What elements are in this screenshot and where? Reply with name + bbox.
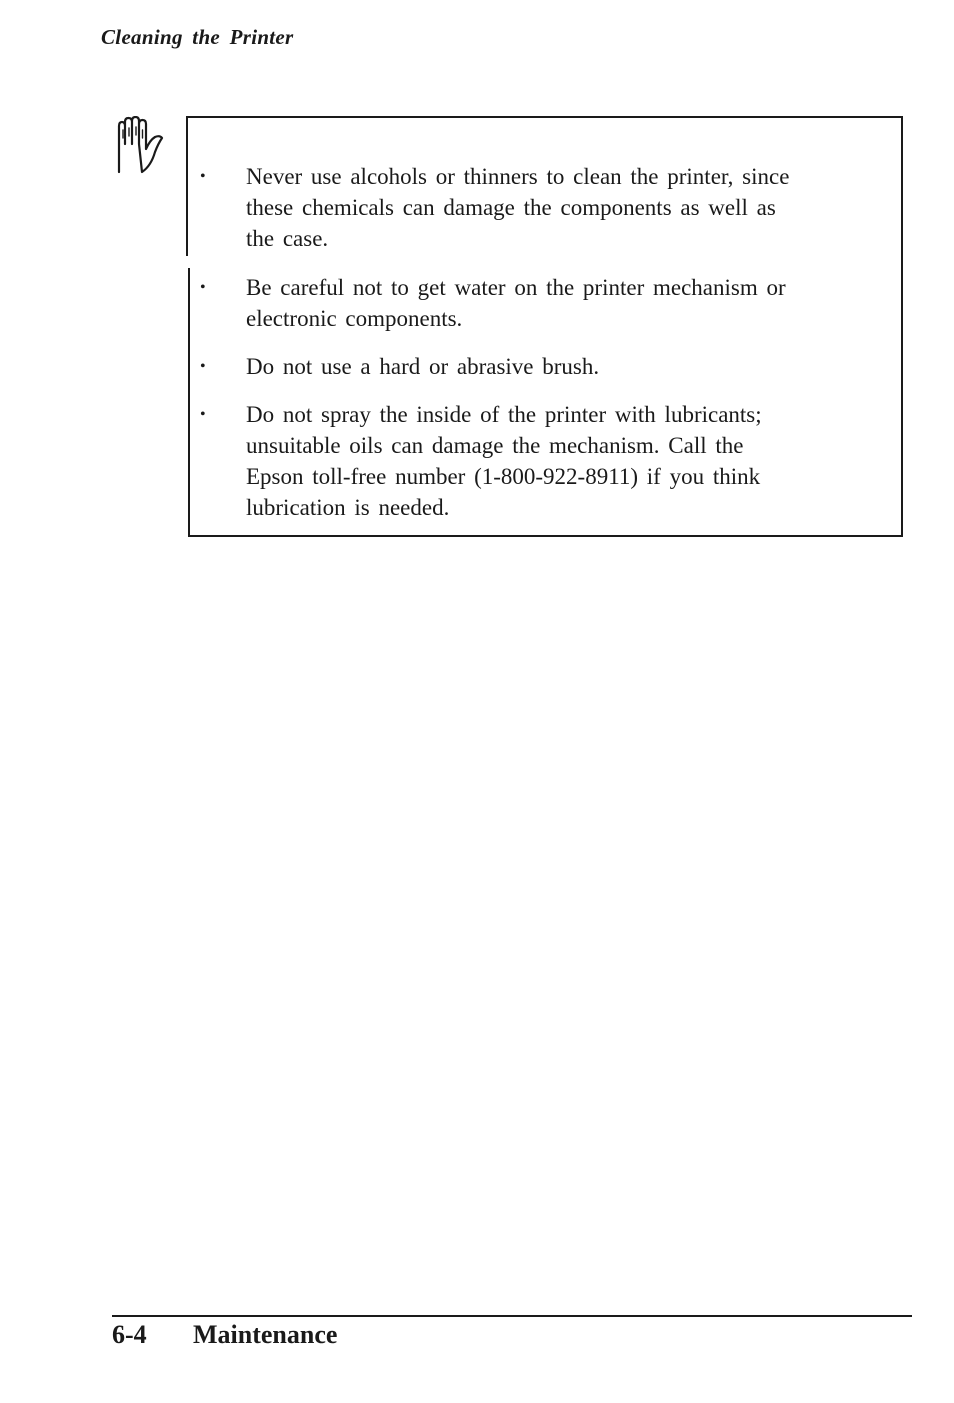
bullet-icon: •: [200, 279, 206, 296]
running-header: Cleaning the Printer: [101, 25, 294, 49]
caution-hand-icon: [112, 116, 172, 178]
page-number: 6-4: [112, 1320, 147, 1349]
note-item: [200, 399, 880, 523]
note-bottom-rule: [188, 535, 903, 537]
bullet-icon: •: [200, 358, 206, 375]
note-right-rule: [901, 116, 903, 537]
note-item-text: Be careful not to get water on the printer mechanism or electronic components.: [246, 275, 786, 331]
note-item: [200, 272, 880, 334]
note-item: [200, 161, 880, 254]
note-top-rule: [186, 116, 903, 118]
bullet-icon: •: [200, 406, 206, 423]
note-left-rule: [188, 268, 190, 537]
bullet-icon: •: [200, 168, 206, 185]
note-item-text: Never use alcohols or thinners to clean the printer, since these chemicals can damage the components as well as the case.: [246, 164, 790, 251]
note-left-rule: [186, 116, 188, 256]
note-item-text: Do not spray the inside of the printer with lubricants; unsuitable oils can damage the mechanism. Call the Epson toll-free number (1-800-922-8911) if you think lubrication is needed.: [246, 402, 762, 520]
section-title: Maintenance: [193, 1320, 338, 1349]
note-item-text: Do not use a hard or abrasive brush.: [246, 354, 600, 379]
note-item: [200, 351, 880, 382]
footer-rule: [112, 1315, 912, 1317]
